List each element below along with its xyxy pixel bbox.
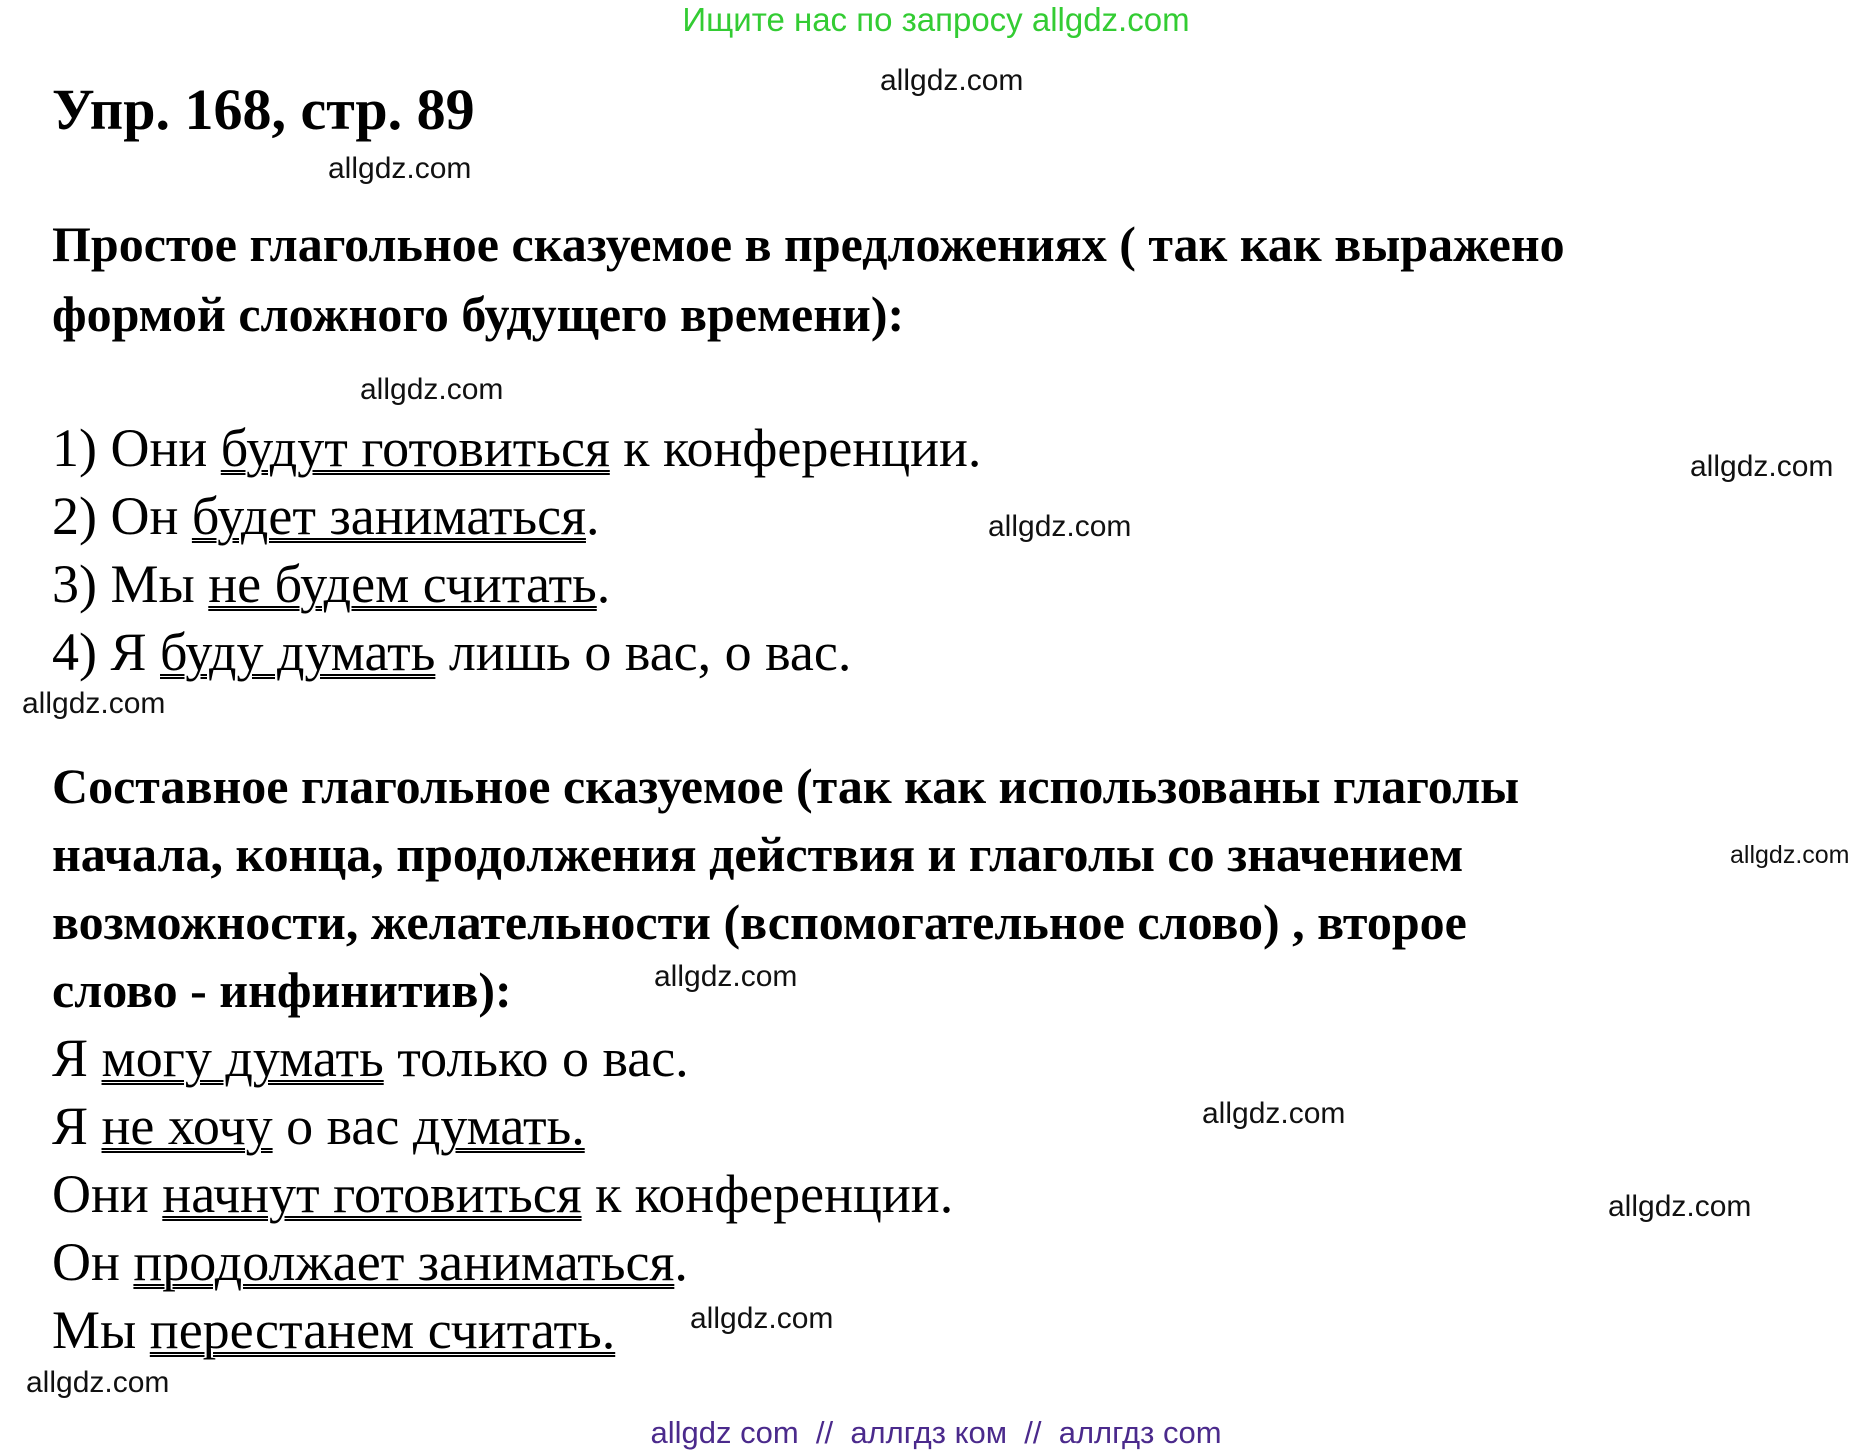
footer-links: allgdz com // аллгдз ком // аллгдз com <box>650 1415 1222 1450</box>
watermark: allgdz.com <box>988 510 1132 543</box>
section2-heading-line2: начала, конца, продолжения действия и глаголы со значением <box>52 826 1464 882</box>
exercise-title: Упр. 168, стр. 89 <box>52 77 475 142</box>
predicate: думать. <box>412 1096 585 1156</box>
example-5: Мы перестанем считать. <box>52 1300 616 1360</box>
example-2: Я не хочу о вас думать. <box>52 1096 585 1156</box>
watermark: allgdz.com <box>26 1366 170 1399</box>
watermark: allgdz.com <box>1608 1190 1752 1223</box>
watermark: allgdz.com <box>690 1302 834 1335</box>
predicate: не будем считать <box>208 554 597 614</box>
sentence-2: 2) Он будет заниматься. <box>52 486 600 546</box>
section1-heading-line1: Простое глагольное сказуемое в предложениях ( так как выражено <box>52 216 1565 272</box>
sentence-1: 1) Они будут готовиться к конференции. <box>52 418 982 478</box>
section1-heading-line2: формой сложного будущего времени): <box>52 286 905 342</box>
sentence-3: 3) Мы не будем считать. <box>52 554 611 614</box>
example-1: Я могу думать только о вас. <box>52 1028 689 1088</box>
example-3: Они начнут готовиться к конференции. <box>52 1164 954 1224</box>
watermark: allgdz.com <box>1730 841 1850 869</box>
predicate: могу думать <box>101 1028 384 1088</box>
watermark: allgdz.com <box>1202 1097 1346 1130</box>
section2-heading-line1: Составное глагольное сказуемое (так как использованы глаголы <box>52 758 1520 814</box>
watermark: allgdz.com <box>654 960 798 993</box>
example-4: Он продолжает заниматься. <box>52 1232 688 1292</box>
predicate: начнут готовиться <box>162 1164 582 1224</box>
predicate: буду думать <box>160 622 436 682</box>
predicate: не хочу <box>101 1096 273 1156</box>
predicate: будут готовиться <box>220 418 610 478</box>
watermark: allgdz.com <box>328 152 472 185</box>
watermark: allgdz.com <box>22 687 166 720</box>
predicate: продолжает заниматься <box>133 1232 675 1292</box>
sentence-4: 4) Я буду думать лишь о вас, о вас. <box>52 622 852 682</box>
section2-heading-line3: возможности, желательности (вспомогательное слово) , второе <box>52 894 1467 950</box>
watermark: allgdz.com <box>360 373 504 406</box>
section2-heading-line4: слово - инфинитив): <box>52 962 512 1018</box>
predicate: перестанем считать. <box>149 1300 616 1360</box>
watermark: allgdz.com <box>1690 450 1834 483</box>
top-banner: Ищите нас по запросу allgdz.com <box>682 1 1190 38</box>
watermark: allgdz.com <box>880 64 1024 97</box>
predicate: будет заниматься <box>191 486 586 546</box>
